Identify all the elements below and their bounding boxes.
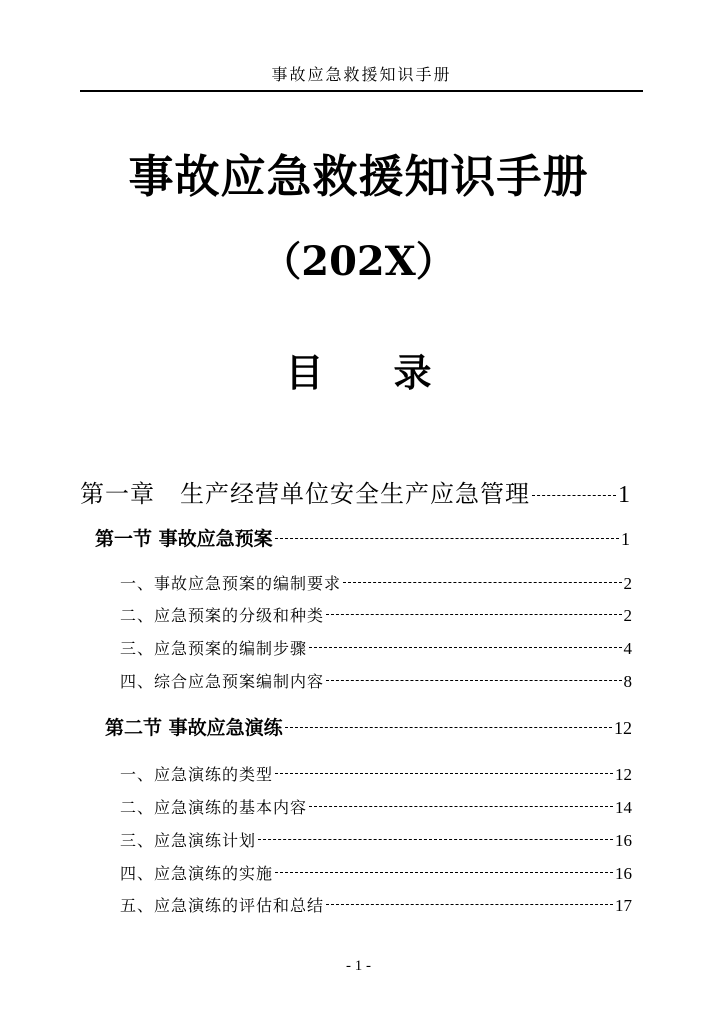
toc-entry-label: 四、应急演练的实施	[120, 864, 274, 883]
toc-item[interactable]	[120, 603, 632, 626]
toc-leader	[309, 647, 621, 648]
toc-leader	[285, 727, 612, 728]
toc-section-1[interactable]	[95, 524, 630, 551]
toc-entry-label: 第二节 事故应急演练	[105, 717, 283, 739]
document-subtitle: （202X）	[261, 238, 456, 285]
toc-leader	[275, 773, 613, 774]
toc-leader	[275, 872, 613, 873]
toc-entry-label: 第一节 事故应急预案	[95, 528, 273, 550]
toc-entry-page: 17	[615, 896, 632, 915]
toc-entry-label: 二、应急演练的基本内容	[120, 798, 308, 817]
toc-entry-page: 12	[615, 765, 632, 784]
toc-entry-page: 2	[623, 606, 632, 625]
toc-leader	[326, 904, 613, 905]
toc-chapter-1[interactable]	[80, 474, 630, 509]
toc-entry-label: 一、事故应急预案的编制要求	[120, 574, 342, 593]
toc-item[interactable]	[120, 795, 632, 818]
header-divider	[80, 90, 643, 92]
page-number: - 1 -	[346, 958, 371, 974]
toc-entry-page: 16	[615, 831, 632, 850]
toc-entry-page: 16	[615, 864, 632, 883]
toc-entry-page: 12	[614, 718, 632, 738]
toc-entry-page: 1	[618, 482, 630, 508]
toc-leader	[343, 582, 621, 583]
toc-entry-label: 一、应急演练的类型	[120, 765, 274, 784]
toc-entry-page: 4	[623, 639, 632, 658]
toc-entry-label: 三、应急预案的编制步骤	[120, 639, 308, 658]
toc-item[interactable]	[120, 571, 632, 594]
toc-entry-page: 2	[623, 574, 632, 593]
toc-item[interactable]	[120, 861, 632, 884]
toc-entry-label: 五、应急演练的评估和总结	[120, 896, 325, 915]
toc-entry-page: 14	[615, 798, 632, 817]
toc-leader	[275, 538, 619, 539]
toc-entry-label: 第一章 生产经营单位安全生产应急管理	[80, 480, 530, 508]
toc-entry-label: 四、综合应急预案编制内容	[120, 672, 325, 691]
toc-heading: 目录	[285, 350, 502, 395]
toc-entry-label: 三、应急演练计划	[120, 831, 257, 850]
toc-leader	[309, 806, 613, 807]
toc-item[interactable]	[120, 669, 632, 692]
toc-item[interactable]	[120, 762, 632, 785]
toc-item[interactable]	[120, 636, 632, 659]
document-title: 事故应急救援知识手册	[128, 150, 589, 203]
toc-leader	[326, 680, 621, 681]
running-header: 事故应急救援知识手册	[271, 65, 452, 84]
toc-entry-label: 二、应急预案的分级和种类	[120, 606, 325, 625]
toc-entry-page: 1	[621, 529, 630, 549]
toc-section-2[interactable]	[105, 713, 632, 740]
toc-leader	[258, 839, 613, 840]
toc-item[interactable]	[120, 893, 632, 916]
toc-entry-page: 8	[623, 672, 632, 691]
toc-item[interactable]	[120, 828, 632, 851]
toc-leader	[532, 495, 616, 496]
toc-leader	[326, 614, 621, 615]
